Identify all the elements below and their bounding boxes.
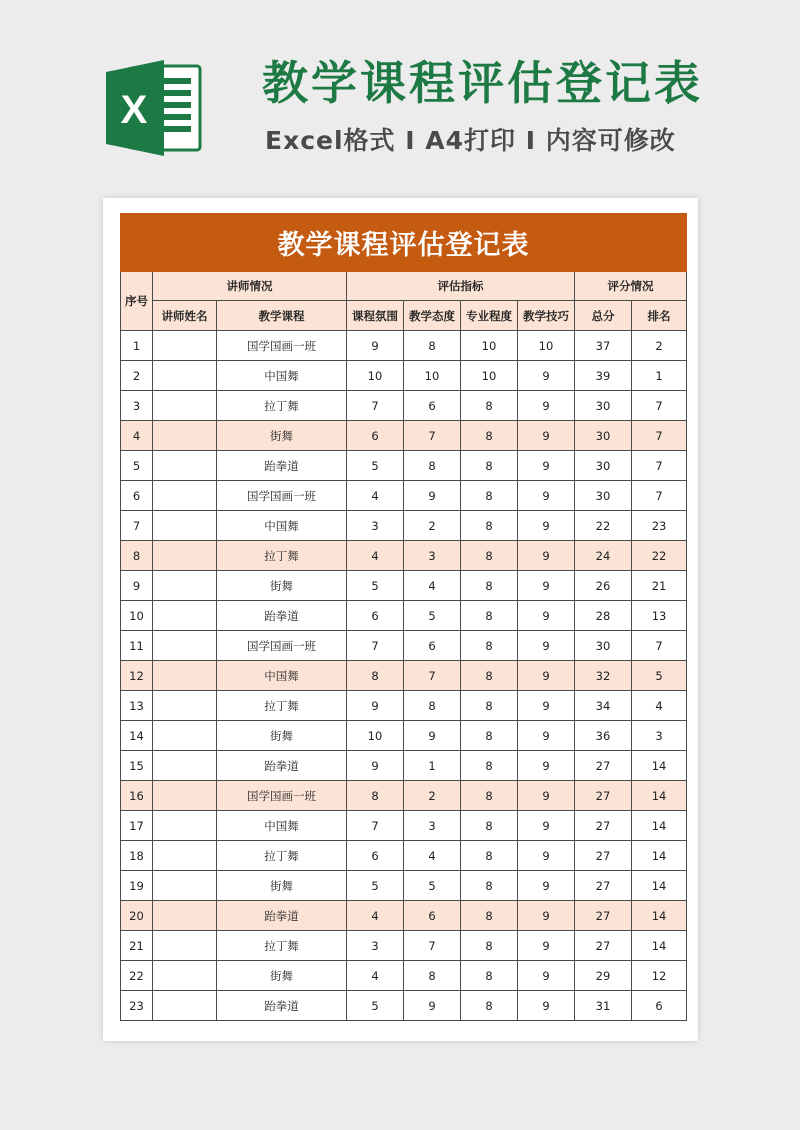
- table-row: [121, 511, 687, 541]
- cell-atmosphere: 9: [347, 331, 404, 361]
- cell-rank: 3: [632, 721, 687, 751]
- cell-index: 9: [121, 571, 153, 601]
- cell-total: 27: [575, 931, 632, 961]
- cell-teacher-name: [153, 901, 217, 931]
- cell-rank: 13: [632, 601, 687, 631]
- cell-teacher-name: [153, 781, 217, 811]
- cell-skill: 9: [518, 571, 575, 601]
- cell-teacher-name: [153, 631, 217, 661]
- cell-atmosphere: 5: [347, 871, 404, 901]
- cell-teacher-name: [153, 991, 217, 1021]
- cell-course: 跆拳道: [217, 751, 347, 781]
- table-body: [121, 331, 687, 1021]
- cell-total: 30: [575, 481, 632, 511]
- cell-atmosphere: 9: [347, 691, 404, 721]
- cell-rank: 2: [632, 331, 687, 361]
- cell-index: 11: [121, 631, 153, 661]
- cell-attitude: 5: [404, 601, 461, 631]
- cell-course: 跆拳道: [217, 991, 347, 1021]
- header-group-score: 评分情况: [575, 272, 687, 301]
- cell-expertise: 8: [461, 511, 518, 541]
- cell-total: 27: [575, 841, 632, 871]
- cell-expertise: 8: [461, 721, 518, 751]
- table-row: [121, 331, 687, 361]
- cell-atmosphere: 6: [347, 601, 404, 631]
- cell-skill: 9: [518, 871, 575, 901]
- cell-rank: 5: [632, 661, 687, 691]
- cell-rank: 7: [632, 631, 687, 661]
- cell-index: 7: [121, 511, 153, 541]
- cell-attitude: 10: [404, 361, 461, 391]
- cell-expertise: 8: [461, 991, 518, 1021]
- cell-course: 拉丁舞: [217, 841, 347, 871]
- cell-skill: 9: [518, 781, 575, 811]
- cell-course: 拉丁舞: [217, 391, 347, 421]
- cell-index: 10: [121, 601, 153, 631]
- cell-attitude: 2: [404, 511, 461, 541]
- cell-teacher-name: [153, 331, 217, 361]
- cell-teacher-name: [153, 691, 217, 721]
- header-index: 序号: [121, 272, 153, 331]
- cell-teacher-name: [153, 571, 217, 601]
- cell-total: 37: [575, 331, 632, 361]
- table-row: [121, 361, 687, 391]
- cell-atmosphere: 7: [347, 631, 404, 661]
- cell-attitude: 7: [404, 661, 461, 691]
- cell-atmosphere: 4: [347, 541, 404, 571]
- table-row: [121, 691, 687, 721]
- cell-course: 拉丁舞: [217, 931, 347, 961]
- cell-atmosphere: 7: [347, 811, 404, 841]
- cell-expertise: 8: [461, 571, 518, 601]
- cell-course: 中国舞: [217, 661, 347, 691]
- cell-atmosphere: 7: [347, 391, 404, 421]
- cell-index: 12: [121, 661, 153, 691]
- cell-attitude: 7: [404, 931, 461, 961]
- cell-skill: 9: [518, 511, 575, 541]
- cell-atmosphere: 5: [347, 991, 404, 1021]
- header-skill: 教学技巧: [518, 301, 575, 331]
- cell-index: 19: [121, 871, 153, 901]
- cell-teacher-name: [153, 541, 217, 571]
- table-row: [121, 721, 687, 751]
- cell-course: 街舞: [217, 421, 347, 451]
- cell-expertise: 8: [461, 541, 518, 571]
- cell-course: 街舞: [217, 961, 347, 991]
- table-row: [121, 661, 687, 691]
- header-teacher-name: 讲师姓名: [153, 301, 217, 331]
- cell-attitude: 8: [404, 961, 461, 991]
- cell-atmosphere: 8: [347, 661, 404, 691]
- cell-expertise: 8: [461, 751, 518, 781]
- cell-course: 跆拳道: [217, 451, 347, 481]
- cell-attitude: 9: [404, 481, 461, 511]
- table-row: [121, 991, 687, 1021]
- cell-expertise: 8: [461, 901, 518, 931]
- cell-expertise: 8: [461, 691, 518, 721]
- header-group-eval: 评估指标: [347, 272, 575, 301]
- header-course: 教学课程: [217, 301, 347, 331]
- cell-skill: 9: [518, 451, 575, 481]
- cell-index: 6: [121, 481, 153, 511]
- header-atmosphere: 课程氛围: [347, 301, 404, 331]
- cell-expertise: 8: [461, 811, 518, 841]
- cell-index: 21: [121, 931, 153, 961]
- cell-total: 30: [575, 631, 632, 661]
- cell-course: 国学国画一班: [217, 331, 347, 361]
- cell-index: 14: [121, 721, 153, 751]
- cell-atmosphere: 6: [347, 841, 404, 871]
- page-title: 教学课程评估登记表: [262, 56, 703, 110]
- cell-total: 22: [575, 511, 632, 541]
- header-attitude: 教学态度: [404, 301, 461, 331]
- cell-index: 17: [121, 811, 153, 841]
- table-row: [121, 571, 687, 601]
- cell-index: 8: [121, 541, 153, 571]
- header-expertise: 专业程度: [461, 301, 518, 331]
- cell-index: 3: [121, 391, 153, 421]
- cell-skill: 9: [518, 721, 575, 751]
- cell-course: 街舞: [217, 721, 347, 751]
- cell-total: 27: [575, 901, 632, 931]
- cell-teacher-name: [153, 841, 217, 871]
- cell-rank: 14: [632, 841, 687, 871]
- cell-rank: 7: [632, 481, 687, 511]
- cell-expertise: 8: [461, 961, 518, 991]
- table-row: [121, 871, 687, 901]
- cell-skill: 9: [518, 361, 575, 391]
- cell-atmosphere: 4: [347, 481, 404, 511]
- header-total: 总分: [575, 301, 632, 331]
- cell-skill: 9: [518, 661, 575, 691]
- cell-attitude: 9: [404, 721, 461, 751]
- cell-rank: 1: [632, 361, 687, 391]
- cell-total: 27: [575, 751, 632, 781]
- cell-total: 24: [575, 541, 632, 571]
- cell-course: 中国舞: [217, 361, 347, 391]
- cell-attitude: 8: [404, 451, 461, 481]
- cell-teacher-name: [153, 961, 217, 991]
- cell-attitude: 7: [404, 421, 461, 451]
- cell-expertise: 8: [461, 661, 518, 691]
- cell-expertise: 8: [461, 631, 518, 661]
- cell-attitude: 2: [404, 781, 461, 811]
- cell-attitude: 3: [404, 811, 461, 841]
- cell-attitude: 6: [404, 391, 461, 421]
- cell-total: 27: [575, 781, 632, 811]
- cell-index: 13: [121, 691, 153, 721]
- cell-atmosphere: 9: [347, 751, 404, 781]
- cell-rank: 7: [632, 451, 687, 481]
- cell-total: 39: [575, 361, 632, 391]
- table-row: [121, 961, 687, 991]
- cell-teacher-name: [153, 421, 217, 451]
- cell-rank: 14: [632, 751, 687, 781]
- cell-index: 5: [121, 451, 153, 481]
- cell-rank: 14: [632, 931, 687, 961]
- logo-letter: X: [120, 88, 148, 132]
- cell-skill: 9: [518, 961, 575, 991]
- cell-attitude: 8: [404, 331, 461, 361]
- table-row: [121, 541, 687, 571]
- cell-expertise: 10: [461, 361, 518, 391]
- cell-attitude: 1: [404, 751, 461, 781]
- cell-course: 中国舞: [217, 811, 347, 841]
- cell-expertise: 8: [461, 391, 518, 421]
- cell-teacher-name: [153, 511, 217, 541]
- cell-atmosphere: 3: [347, 511, 404, 541]
- cell-atmosphere: 10: [347, 721, 404, 751]
- cell-total: 27: [575, 871, 632, 901]
- cell-expertise: 8: [461, 601, 518, 631]
- cell-rank: 14: [632, 901, 687, 931]
- cell-attitude: 4: [404, 841, 461, 871]
- cell-attitude: 8: [404, 691, 461, 721]
- cell-atmosphere: 10: [347, 361, 404, 391]
- excel-logo-icon: [104, 58, 204, 158]
- cell-course: 国学国画一班: [217, 631, 347, 661]
- cell-total: 34: [575, 691, 632, 721]
- cell-index: 20: [121, 901, 153, 931]
- cell-expertise: 8: [461, 481, 518, 511]
- table-row: [121, 451, 687, 481]
- cell-atmosphere: 4: [347, 961, 404, 991]
- cell-total: 27: [575, 811, 632, 841]
- cell-skill: 9: [518, 751, 575, 781]
- cell-index: 18: [121, 841, 153, 871]
- cell-course: 拉丁舞: [217, 541, 347, 571]
- cell-attitude: 5: [404, 871, 461, 901]
- cell-total: 32: [575, 661, 632, 691]
- cell-total: 30: [575, 421, 632, 451]
- cell-rank: 12: [632, 961, 687, 991]
- cell-index: 16: [121, 781, 153, 811]
- cell-expertise: 8: [461, 451, 518, 481]
- cell-course: 国学国画一班: [217, 781, 347, 811]
- cell-rank: 14: [632, 811, 687, 841]
- cell-rank: 23: [632, 511, 687, 541]
- cell-rank: 21: [632, 571, 687, 601]
- cell-total: 31: [575, 991, 632, 1021]
- table-row: [121, 901, 687, 931]
- cell-expertise: 8: [461, 781, 518, 811]
- table-row: [121, 841, 687, 871]
- cell-skill: 9: [518, 841, 575, 871]
- table-row: [121, 601, 687, 631]
- cell-course: 跆拳道: [217, 601, 347, 631]
- cell-skill: 9: [518, 391, 575, 421]
- table-row: [121, 811, 687, 841]
- table-row: [121, 481, 687, 511]
- cell-attitude: 4: [404, 571, 461, 601]
- cell-rank: 14: [632, 781, 687, 811]
- cell-course: 中国舞: [217, 511, 347, 541]
- table-row: [121, 391, 687, 421]
- evaluation-table: [120, 213, 687, 1021]
- cell-course: 街舞: [217, 871, 347, 901]
- cell-expertise: 8: [461, 931, 518, 961]
- cell-attitude: 6: [404, 631, 461, 661]
- table-row: [121, 421, 687, 451]
- cell-teacher-name: [153, 721, 217, 751]
- cell-attitude: 9: [404, 991, 461, 1021]
- cell-skill: 9: [518, 811, 575, 841]
- table-row: [121, 751, 687, 781]
- cell-expertise: 8: [461, 871, 518, 901]
- cell-total: 36: [575, 721, 632, 751]
- document-sheet: [103, 198, 698, 1041]
- cell-skill: 9: [518, 991, 575, 1021]
- cell-total: 26: [575, 571, 632, 601]
- cell-teacher-name: [153, 391, 217, 421]
- cell-atmosphere: 3: [347, 931, 404, 961]
- cell-skill: 9: [518, 421, 575, 451]
- cell-rank: 7: [632, 421, 687, 451]
- cell-skill: 10: [518, 331, 575, 361]
- cell-rank: 4: [632, 691, 687, 721]
- cell-attitude: 6: [404, 901, 461, 931]
- cell-atmosphere: 5: [347, 571, 404, 601]
- header-rank: 排名: [632, 301, 687, 331]
- cell-teacher-name: [153, 751, 217, 781]
- header-group-teacher: 讲师情况: [153, 272, 347, 301]
- cell-skill: 9: [518, 481, 575, 511]
- cell-skill: 9: [518, 901, 575, 931]
- cell-expertise: 8: [461, 421, 518, 451]
- cell-total: 30: [575, 391, 632, 421]
- cell-atmosphere: 4: [347, 901, 404, 931]
- cell-teacher-name: [153, 361, 217, 391]
- cell-course: 跆拳道: [217, 901, 347, 931]
- cell-rank: 6: [632, 991, 687, 1021]
- cell-course: 拉丁舞: [217, 691, 347, 721]
- cell-teacher-name: [153, 481, 217, 511]
- cell-skill: 9: [518, 931, 575, 961]
- cell-total: 29: [575, 961, 632, 991]
- cell-teacher-name: [153, 451, 217, 481]
- cell-course: 街舞: [217, 571, 347, 601]
- cell-index: 23: [121, 991, 153, 1021]
- cell-rank: 22: [632, 541, 687, 571]
- cell-atmosphere: 5: [347, 451, 404, 481]
- cell-rank: 7: [632, 391, 687, 421]
- cell-attitude: 3: [404, 541, 461, 571]
- cell-expertise: 10: [461, 331, 518, 361]
- cell-total: 28: [575, 601, 632, 631]
- cell-teacher-name: [153, 931, 217, 961]
- cell-skill: 9: [518, 601, 575, 631]
- cell-index: 15: [121, 751, 153, 781]
- cell-index: 2: [121, 361, 153, 391]
- cell-course: 国学国画一班: [217, 481, 347, 511]
- cell-index: 4: [121, 421, 153, 451]
- cell-atmosphere: 8: [347, 781, 404, 811]
- table-row: [121, 631, 687, 661]
- cell-teacher-name: [153, 661, 217, 691]
- cell-atmosphere: 6: [347, 421, 404, 451]
- cell-index: 22: [121, 961, 153, 991]
- cell-skill: 9: [518, 631, 575, 661]
- cell-total: 30: [575, 451, 632, 481]
- cell-teacher-name: [153, 871, 217, 901]
- page-subtitle: Excel格式 I A4打印 I 内容可修改: [265, 126, 676, 155]
- sheet-title: 教学课程评估登记表: [121, 214, 687, 272]
- table-row: [121, 931, 687, 961]
- cell-teacher-name: [153, 601, 217, 631]
- cell-teacher-name: [153, 811, 217, 841]
- cell-expertise: 8: [461, 841, 518, 871]
- table-row: [121, 781, 687, 811]
- cell-rank: 14: [632, 871, 687, 901]
- cell-skill: 9: [518, 691, 575, 721]
- cell-skill: 9: [518, 541, 575, 571]
- cell-index: 1: [121, 331, 153, 361]
